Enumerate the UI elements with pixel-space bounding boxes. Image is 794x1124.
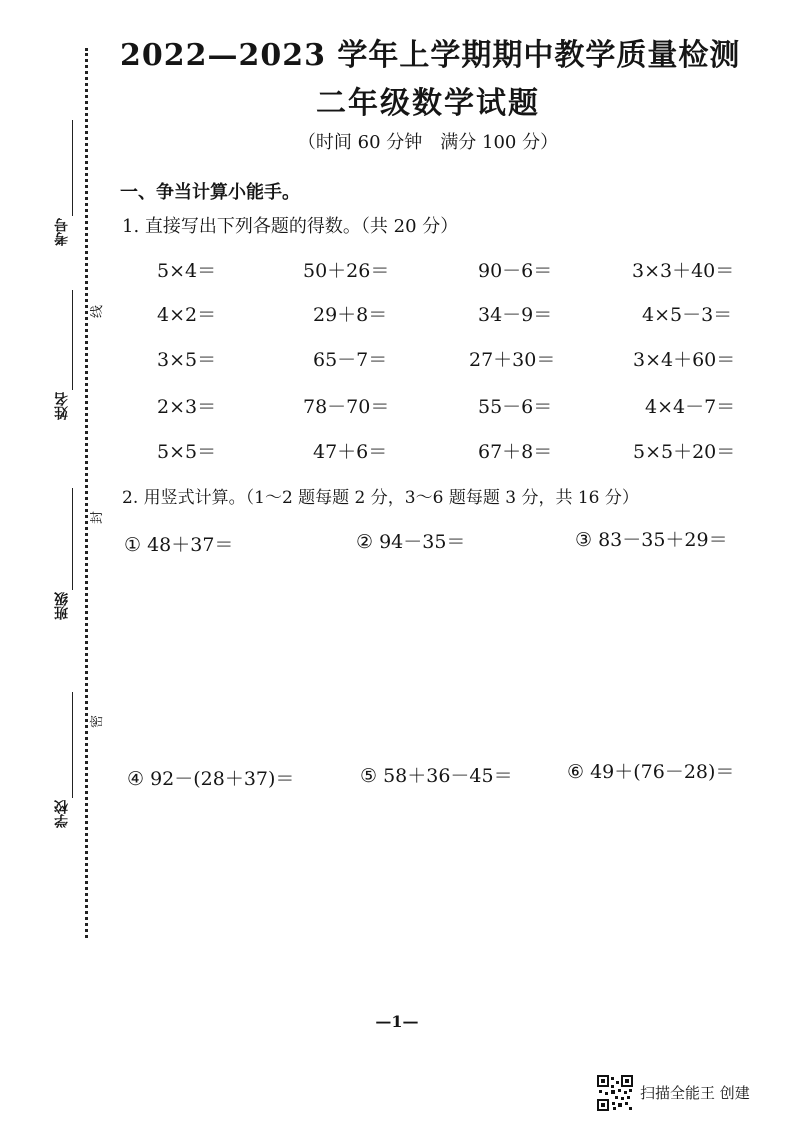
calc-item: 27＋30＝ <box>469 349 556 371</box>
calc-item: 34－9＝ <box>478 304 553 326</box>
vertical-calc-item: ① 48＋37＝ <box>124 534 234 556</box>
name-label: 姓名 <box>54 392 70 420</box>
name-blank <box>72 290 73 390</box>
calc-item: 4×4－7＝ <box>645 396 736 418</box>
calc-item: 3×5＝ <box>157 349 217 371</box>
school-label: 学校 <box>54 800 70 828</box>
calc-item: 29＋8＝ <box>313 304 388 326</box>
calc-item: 3×4＋60＝ <box>633 349 736 371</box>
cut-word-seal: 封 <box>90 510 106 525</box>
calc-item: 65－7＝ <box>313 349 388 371</box>
class-blank <box>72 488 73 590</box>
school-blank <box>72 692 73 798</box>
calc-item: 5×5＋20＝ <box>633 441 736 463</box>
calc-item: 5×5＝ <box>157 441 217 463</box>
section-heading: 一、争当计算小能手。 <box>120 182 300 203</box>
exam-number-blank <box>72 120 73 216</box>
vertical-calc-item: ② 94－35＝ <box>356 531 466 553</box>
calc-item: 78－70＝ <box>303 396 390 418</box>
page-title: 2022—2023 学年上学期期中教学质量检测 <box>120 38 741 73</box>
calc-item: 3×3＋40＝ <box>632 260 735 282</box>
calc-item: 4×2＝ <box>157 304 217 326</box>
question-2-heading: 2. 用竖式计算。（1～2 题每题 2 分，3～6 题每题 3 分，共 16 分） <box>122 488 639 508</box>
vertical-calc-item: ③ 83－35＋29＝ <box>575 529 728 551</box>
vertical-calc-item: ⑥ 49＋(76－28)＝ <box>567 761 735 783</box>
vertical-calc-item: ⑤ 58＋36－45＝ <box>360 765 513 787</box>
calc-item: 2×3＝ <box>157 396 217 418</box>
exam-number-label: 考号 <box>54 218 70 246</box>
calc-item: 47＋6＝ <box>313 441 388 463</box>
qr-code-icon <box>597 1075 633 1111</box>
class-label: 班级 <box>54 592 70 620</box>
page-subtitle: 二年级数学试题 <box>316 86 540 121</box>
calc-item: 5×4＝ <box>157 260 217 282</box>
scanner-watermark: 扫描全能王 创建 <box>640 1084 750 1102</box>
page-number: —1— <box>375 1012 419 1031</box>
question-1-heading: 1. 直接写出下列各题的得数。（共 20 分） <box>122 216 459 237</box>
cut-word-dense: 密 <box>90 714 106 729</box>
calc-item: 55－6＝ <box>478 396 553 418</box>
time-score-info: （时间 60 分钟 满分 100 分） <box>297 132 559 153</box>
calc-item: 50＋26＝ <box>303 260 390 282</box>
binding-dotted-line <box>85 48 88 938</box>
calc-item: 90－6＝ <box>478 260 553 282</box>
calc-item: 67＋8＝ <box>478 441 553 463</box>
calc-item: 4×5－3＝ <box>642 304 733 326</box>
cut-word-line: 线 <box>90 304 106 319</box>
vertical-calc-item: ④ 92－(28＋37)＝ <box>127 768 295 790</box>
